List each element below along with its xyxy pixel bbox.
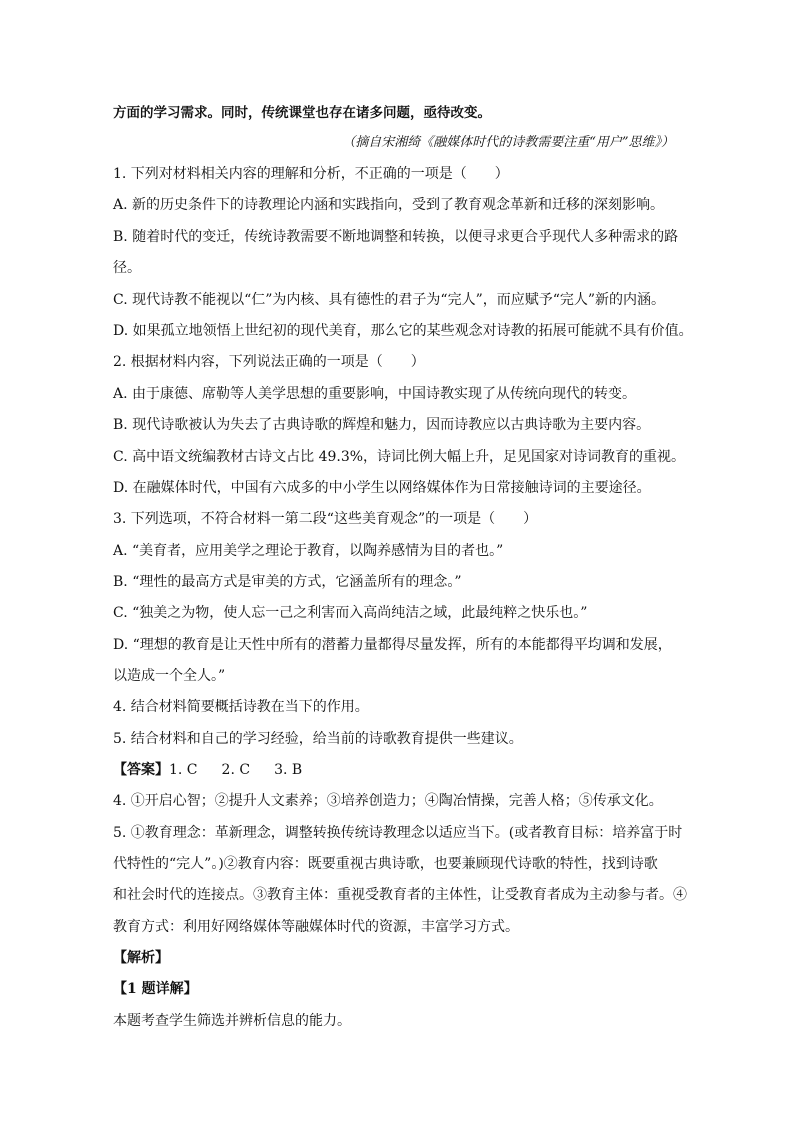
question-1-option-a: A. 新的历史条件下的诗教理论内涵和实践指向，受到了教育观念革新和迁移的深刻影响。 [113, 197, 665, 213]
question-1-option-b: B. 随着时代的变迁，传统诗教需要不断地调整和转换，以便寻求更合乎现代人多种需求的路 [113, 229, 679, 245]
question-2-stem: 2. 根据材料内容，下列说法正确的一项是（ ） [113, 354, 425, 370]
question-3-option-b: B. “理性的最高方式是审美的方式，它涵盖所有的理念。” [113, 574, 462, 590]
question-1-stem: 1. 下列对材料相关内容的理解和分析，不正确的一项是（ ） [113, 166, 509, 182]
question-4-stem: 4. 结合材料简要概括诗教在当下的作用。 [113, 699, 369, 715]
question-3-option-a: A. “美育者，应用美学之理论于教育，以陶养感情为目的者也。” [113, 543, 504, 559]
answer-line [113, 760, 683, 780]
answer-q1: 1. C [169, 762, 198, 778]
question-2-option-b: B. 现代诗歌被认为失去了古典诗歌的辉煌和魅力，因而诗教应以古典诗歌为主要内容。 [113, 417, 651, 433]
question-3-option-c: C. “独美之为物，使人忘一己之利害而入高尚纯洁之域，此最纯粹之快乐也。” [113, 605, 588, 621]
answer-q3: 3. B [274, 762, 303, 778]
passage-source: （摘自宋湘绮《融媒体时代的诗教需要注重“用户”思维》） [342, 135, 674, 150]
answer-q4: 4. ①开启心智；②提升人文素养；③培养创造力；④陶冶情操，完善人格；⑤传承文化。 [113, 793, 663, 809]
question-3-option-d-cont: 以造成一个全人。” [113, 668, 226, 684]
question-1-option-c: C. 现代诗教不能视以“仁”为内核、具有德性的君子为“完人”，而应赋予“完人”新的内涵。 [113, 292, 666, 308]
question-2-option-d: D. 在融媒体时代，中国有六成多的中小学生以网络媒体作为日常接触诗词的主要途径。 [113, 480, 651, 496]
question-5-stem: 5. 结合材料和自己的学习经验，给当前的诗歌教育提供一些建议。 [113, 731, 523, 747]
analysis-subtag: 【1 题详解】 [113, 981, 198, 997]
answer-q5-line-4: 教育方式：利用好网络媒体等融媒体时代的资源，丰富学习方式。 [113, 919, 519, 935]
answer-tag: 【答案】 [113, 762, 169, 778]
question-3-option-d: D. “理想的教育是让天性中所有的潜蓄力量都得尽量发挥，所有的本能都得平均调和发展， [113, 637, 672, 653]
question-1-option-b-cont: 径。 [113, 260, 141, 276]
answer-q2: 2. C [221, 762, 251, 778]
analysis-text: 本题考查学生筛选并辨析信息的能力。 [113, 1013, 351, 1029]
answer-q5-line-3: 和社会时代的连接点。③教育主体：重视受教育者的主体性，让受教育者成为主动参与者。④ [113, 887, 687, 903]
question-2-option-a: A. 由于康德、席勒等人美学思想的重要影响，中国诗教实现了从传统向现代的转变。 [113, 386, 637, 402]
answer-q5-line-1: 5. ①教育理念：革新理念，调整转换传统诗教理念以适应当下。(或者教育目标：培养富于时 [113, 825, 683, 841]
question-2-option-c: C. 高中语文统编教材古诗文占比 49.3%，诗词比例大幅上升，足见国家对诗词教育的重视。 [113, 449, 686, 465]
analysis-tag: 【解析】 [113, 950, 169, 966]
question-1-option-d: D. 如果孤立地领悟上世纪初的现代美育，那么它的某些观念对诗教的拓展可能就不具有价值。 [113, 323, 693, 339]
passage-closing-text: 方面的学习需求。同时，传统课堂也存在诸多问题，亟待改变。 [113, 105, 491, 121]
question-3-stem: 3. 下列选项，不符合材料一第二段“这些美育观念”的一项是（ ） [113, 511, 538, 527]
answer-q5-line-2: 代特性的“完人”。)②教育内容：既要重视古典诗歌，也要兼顾现代诗歌的特性，找到诗歌 [113, 856, 658, 872]
